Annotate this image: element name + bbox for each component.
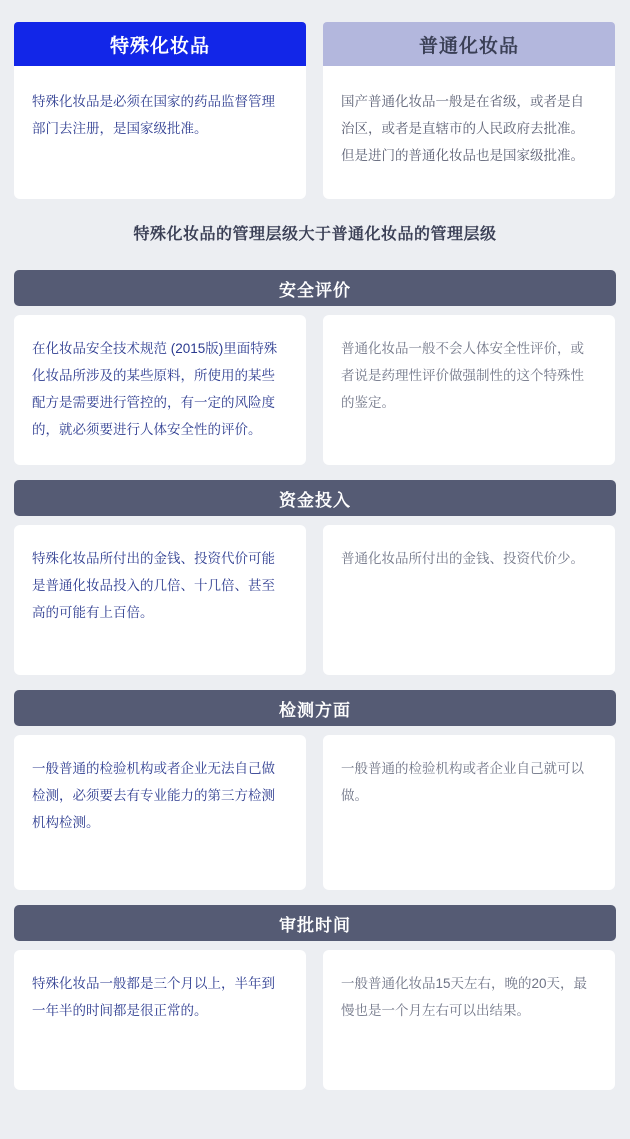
testing-normal-card: 一般普通的检验机构或者企业自己就可以做。 xyxy=(323,735,615,890)
safety-evaluation-normal-card: 普通化妆品一般不会人体安全性评价，或者说是药理性评价做强制性的这个特殊性的鉴定。 xyxy=(323,315,615,465)
summary-statement: 特殊化妆品的管理层级大于普通化妆品的管理层级 xyxy=(133,226,497,243)
approval-time-special-card: 特殊化妆品一般都是三个月以上，半年到一年半的时间都是很正常的。 xyxy=(14,950,306,1090)
section-approval-time xyxy=(14,905,616,1090)
section-columns xyxy=(14,735,616,890)
section-funding xyxy=(14,480,616,675)
section-title-funding: 资金投入 xyxy=(14,480,616,516)
normal-cosmetics-column xyxy=(323,22,615,199)
section-testing xyxy=(14,690,616,890)
special-cosmetics-body: 特殊化妆品是必须在国家的药品监督管理部门去注册，是国家级批准。 xyxy=(14,66,306,199)
section-title-safety-evaluation: 安全评价 xyxy=(14,270,616,306)
funding-normal-card: 普通化妆品所付出的金钱、投资代价少。 xyxy=(323,525,615,675)
special-cosmetics-column xyxy=(14,22,306,199)
testing-special-card: 一般普通的检验机构或者企业无法自己做检测，必须要去有专业能力的第三方检测机构检测。 xyxy=(14,735,306,890)
section-title-testing: 检测方面 xyxy=(14,690,616,726)
section-safety-evaluation xyxy=(14,270,616,465)
section-columns xyxy=(14,315,616,465)
safety-evaluation-special-card: 在化妆品安全技术规范 (2015版)里面特殊化妆品所涉及的某些原料，所使用的某些配方是需要进行管控的，有一定的风险度的，就必须要进行人体安全性的评价。 xyxy=(14,315,306,465)
section-columns xyxy=(14,525,616,675)
special-cosmetics-header: 特殊化妆品 xyxy=(14,22,306,66)
top-comparison-row xyxy=(14,22,616,199)
section-title-approval-time: 审批时间 xyxy=(14,905,616,941)
normal-cosmetics-body: 国产普通化妆品一般是在省级，或者是自治区，或者是直辖市的人民政府去批准。但是进门的普通化妆品也是国家级批准。 xyxy=(323,66,615,199)
section-columns xyxy=(14,950,616,1090)
approval-time-normal-card: 一般普通化妆品15天左右，晚的20天，最慢也是一个月左右可以出结果。 xyxy=(323,950,615,1090)
normal-cosmetics-header: 普通化妆品 xyxy=(323,22,615,66)
funding-special-card: 特殊化妆品所付出的金钱、投资代价可能是普通化妆品投入的几倍、十几倍、甚至高的可能有上百倍。 xyxy=(14,525,306,675)
